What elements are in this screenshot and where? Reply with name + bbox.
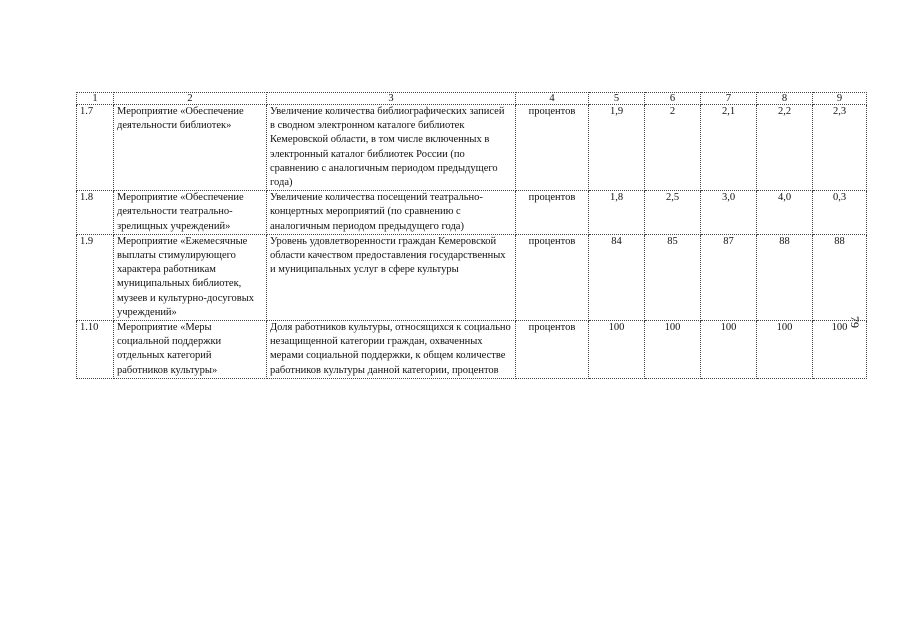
- row-number: 1.10: [77, 321, 114, 379]
- row-number: 1.7: [77, 105, 114, 191]
- value-cell: 3,0: [701, 191, 757, 235]
- unit-cell: процентов: [516, 105, 589, 191]
- column-header: 2: [114, 93, 267, 105]
- value-cell: 85: [645, 234, 701, 320]
- column-header: 7: [701, 93, 757, 105]
- value-cell: 100: [589, 321, 645, 379]
- value-cell: 100: [701, 321, 757, 379]
- event-cell: Мероприятие «Обеспечение деятельности театрально-зрелищных учреждений»: [114, 191, 267, 235]
- event-cell: Мероприятие «Обеспечение деятельности библиотек»: [114, 105, 267, 191]
- column-header: 1: [77, 93, 114, 105]
- value-cell: 88: [813, 234, 867, 320]
- column-header: 4: [516, 93, 589, 105]
- value-cell: 87: [701, 234, 757, 320]
- column-header: 5: [589, 93, 645, 105]
- indicator-cell: Увеличение количества посещений театрально-концертных мероприятий (по сравнению с аналогичным периодом предыдущего года): [267, 191, 516, 235]
- indicator-cell: Уровень удовлетворенности граждан Кемеровской области качеством предоставления государственных и муниципальных услуг в сфере культуры: [267, 234, 516, 320]
- value-cell: 0,3: [813, 191, 867, 235]
- unit-cell: процентов: [516, 321, 589, 379]
- value-cell: 100: [645, 321, 701, 379]
- value-cell: 100: [757, 321, 813, 379]
- unit-cell: процентов: [516, 191, 589, 235]
- value-cell: 88: [757, 234, 813, 320]
- value-cell: 2,2: [757, 105, 813, 191]
- table-row: [77, 191, 867, 235]
- indicator-cell: Увеличение количества библиографических записей в сводном электронном каталоге библиотек Кемеровской области, в том числе включенных в электронный каталог библиотек России (по сравнению с аналогичным периодом предыдущего года): [267, 105, 516, 191]
- column-header: 8: [757, 93, 813, 105]
- page-number: 79: [848, 316, 862, 328]
- value-cell: 4,0: [757, 191, 813, 235]
- table-header-row: [77, 93, 867, 105]
- column-header: 3: [267, 93, 516, 105]
- row-number: 1.8: [77, 191, 114, 235]
- event-cell: Мероприятие «Ежемесячные выплаты стимулирующего характера работникам муниципальных библиотек, музеев и культурно-досуговых учреждений»: [114, 234, 267, 320]
- column-header: 9: [813, 93, 867, 105]
- indicators-table: [76, 92, 867, 379]
- value-cell: 1,8: [589, 191, 645, 235]
- value-cell: 100: [813, 321, 867, 379]
- column-header: 6: [645, 93, 701, 105]
- value-cell: 1,9: [589, 105, 645, 191]
- value-cell: 2,5: [645, 191, 701, 235]
- table-row: [77, 321, 867, 379]
- table-row: [77, 105, 867, 191]
- row-number: 1.9: [77, 234, 114, 320]
- value-cell: 2,1: [701, 105, 757, 191]
- unit-cell: процентов: [516, 234, 589, 320]
- value-cell: 2,3: [813, 105, 867, 191]
- value-cell: 2: [645, 105, 701, 191]
- indicator-cell: Доля работников культуры, относящихся к социально незащищенной категории граждан, охваченных мерами социальной поддержки, к общем количестве работников культуры данной категории, процентов: [267, 321, 516, 379]
- event-cell: Мероприятие «Меры социальной поддержки отдельных категорий работников культуры»: [114, 321, 267, 379]
- value-cell: 84: [589, 234, 645, 320]
- table-row: [77, 234, 867, 320]
